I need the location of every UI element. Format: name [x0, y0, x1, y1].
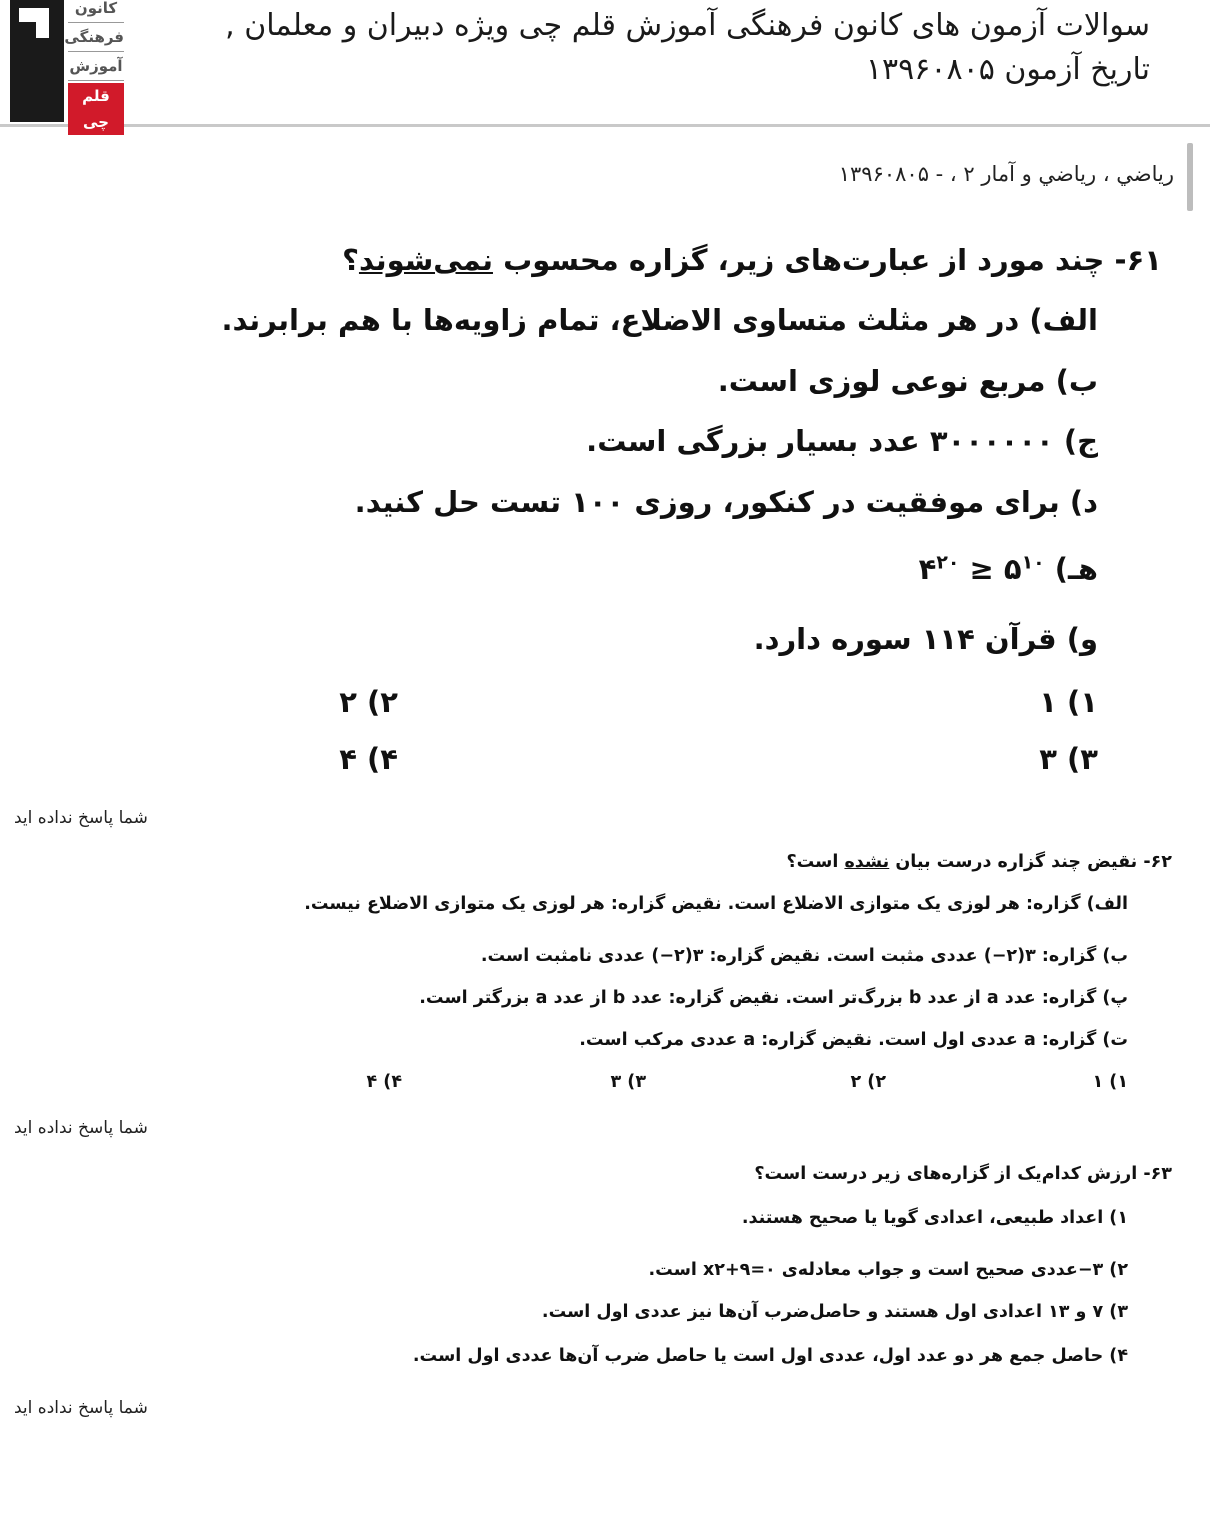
q62-stem-under: نشده [844, 852, 890, 872]
q62-number: ۶۲- [1143, 852, 1172, 872]
q61-item-f: و) قرآن ۱۱۴ سوره دارد. [753, 622, 1098, 656]
q61-option-3[interactable]: ۳) ۳ [1039, 742, 1098, 776]
q61-option-2[interactable]: ۲) ۲ [339, 685, 398, 719]
kanoon-logo [10, 0, 124, 131]
q61-item-d: د) برای موفقیت در کنکور، روزی ۱۰۰ تست حل کنید. [354, 485, 1098, 519]
logo-line-1: کانون [68, 0, 124, 23]
q62-answer-status: شما پاسخ نداده اید [14, 1118, 148, 1138]
q63-stem [754, 1164, 1172, 1184]
q61-stem-post: ؟ [342, 243, 359, 277]
page-header [0, 0, 1210, 131]
q61-item-b: ب) مربع نوعی لوزی است. [717, 364, 1098, 398]
breadcrumb: رياضي ، رياضي و آمار ۲ ، - ۱۳۹۶۰۸۰۵ [838, 162, 1174, 186]
q61-option-1[interactable]: ۱) ۱ [1039, 685, 1098, 719]
logo-mark-icon [10, 0, 64, 122]
q62-option-1[interactable]: ۱) ۱ [1092, 1072, 1128, 1092]
q61-e-exp2: ۱۰ [1021, 552, 1045, 574]
q63-option-4[interactable]: ۴) حاصل جمع هر دو عدد اول، عددی اول است یا حاصل ضرب آن‌ها عددی اول است. [412, 1346, 1128, 1366]
logo-text [64, 0, 124, 135]
q62-item-d: ت) گزاره: a عددی اول است. نقیض گزاره: a عددی مرکب است. [579, 1030, 1128, 1050]
q63-answer-status: شما پاسخ نداده اید [14, 1398, 148, 1418]
q61-item-e [919, 552, 1098, 586]
logo-line-4: قلم چی [68, 83, 124, 135]
title-line-1: سوالات آزمون های کانون فرهنگی آموزش قلم چی ویژه دبیران و معلمان , [225, 8, 1150, 43]
q63-stem-text: ارزش کدام‌یک از گزاره‌های زیر درست است؟ [754, 1164, 1138, 1184]
scrollbar[interactable] [1187, 143, 1193, 211]
q63-option-3[interactable]: ۳) ۷ و ۱۳ اعدادی اول هستند و حاصل‌ضرب آن‌ها نیز عددی اول است. [541, 1302, 1128, 1322]
q61-e-exp1: ۲۰ [936, 552, 960, 574]
q62-option-3[interactable]: ۳) ۳ [610, 1072, 646, 1092]
q61-item-c: ج) ۳۰۰۰۰۰۰ عدد بسیار بزرگی است. [586, 424, 1098, 458]
q62-stem [786, 852, 1172, 872]
q61-option-4[interactable]: ۴) ۴ [339, 742, 398, 776]
q62-option-2[interactable]: ۲) ۲ [850, 1072, 886, 1092]
q61-number: ۶۱- [1114, 243, 1162, 277]
q62-item-c: پ) گزاره: عدد a از عدد b بزرگ‌تر است. نقیض گزاره: عدد b از عدد a بزرگتر است. [419, 988, 1128, 1008]
logo-line-2: فرهنگی [68, 23, 124, 52]
q62-item-a: الف) گزاره: هر لوزی یک متوازی الاضلاع است. نقیض گزاره: هر لوزی یک متوازی الاضلاع نیست. [304, 894, 1128, 914]
q61-e-label: هـ) [1054, 552, 1098, 586]
title-line-2: تاریخ آزمون ۱۳۹۶۰۸۰۵ [865, 52, 1150, 87]
logo-line-3: آموزش [68, 52, 124, 81]
q61-e-op: ≥ [969, 552, 994, 586]
q62-option-4[interactable]: ۴) ۴ [366, 1072, 402, 1092]
q63-number: ۶۳- [1143, 1164, 1172, 1184]
q61-e-expr [919, 552, 1045, 586]
q63-option-1[interactable]: ۱) اعداد طبیعی، اعدادی گویا یا صحیح هستند. [741, 1208, 1128, 1228]
q61-stem [342, 243, 1162, 277]
q61-e-base1: ۴ [918, 552, 937, 586]
q61-item-a: الف) در هر مثلث متساوی الاضلاع، تمام زاویه‌ها با هم برابرند. [221, 303, 1098, 337]
q63-option-2[interactable]: ۲) ۳−عددی صحیح است و جواب معادله‌ی x۲+۹=۰ است. [648, 1260, 1128, 1280]
page-title [225, 4, 1150, 92]
q62-stem-post: است؟ [786, 852, 839, 872]
q61-e-base2: ۵ [1003, 552, 1022, 586]
q62-item-b: ب) گزاره: ۳(۲−) عددی مثبت است. نقیض گزاره: ۳(۲−) عددی نامثبت است. [480, 946, 1128, 966]
q61-answer-status: شما پاسخ نداده اید [14, 808, 148, 828]
q61-stem-under: نمی‌شوند [358, 243, 493, 277]
q61-stem-pre: چند مورد از عبارت‌های زیر، گزاره محسوب [503, 243, 1105, 277]
q62-stem-pre: نقیض چند گزاره درست بیان [895, 852, 1138, 872]
